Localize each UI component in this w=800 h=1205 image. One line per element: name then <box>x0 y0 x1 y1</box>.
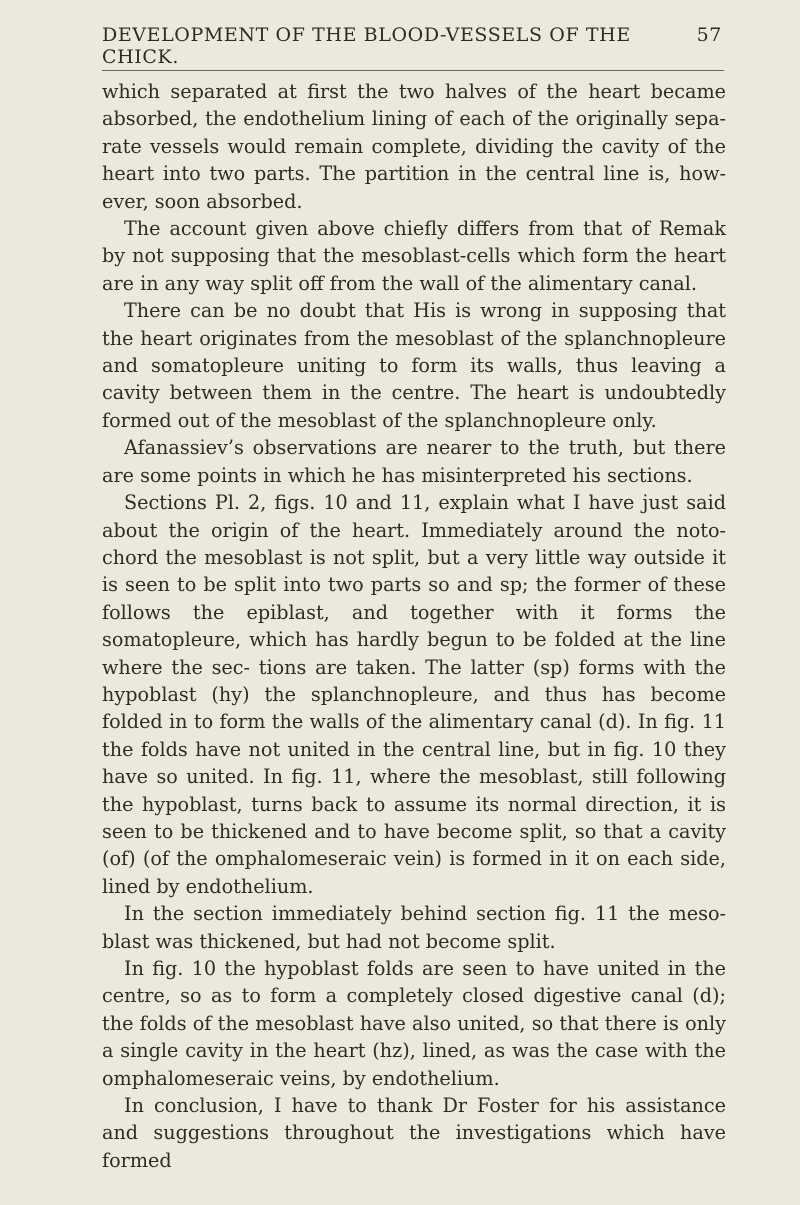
running-title: DEVELOPMENT OF THE BLOOD-VESSELS OF THE CHICK. <box>102 24 631 68</box>
paragraph: In conclusion, I have to thank Dr Foster for his assistance and suggestions throughout the investigations which have formed <box>102 1094 726 1172</box>
body-text <box>102 78 726 1174</box>
paragraph: In the section immediately behind section fig. 11 the meso- blast was thickened, but had not become split. <box>102 902 726 953</box>
paragraph: In fig. 10 the hypoblast folds are seen to have united in the centre, so as to form a completely closed digestive canal (d); the folds of the mesoblast have also united, so that there is only a single cavity in the heart (hz), lined, as was the case with the omphalomeseraic veins, by endothelium. <box>102 957 726 1090</box>
paragraph: Sections Pl. 2, figs. 10 and 11, explain what I have just said about the origin of the heart. Immediately around the noto- chord the mesoblast is not split, but a very little way outside it is seen to be split into two parts so and sp; the former of these follows the epiblast, and together with it forms the somatopleure, which has hardly begun to be folded at the line where the sec- tions are taken. The latter (sp) forms with the hypoblast (hy) the splanchnopleure, and thus has become folded in to form the walls of the alimentary canal (d). In fig. 11 the folds have not united in the central line, but in fig. 10 they have so united. In fig. 11, where the mesoblast, still following the hypoblast, turns back to assume its normal direction, it is seen to be thickened and to have become split, so that a cavity (of) (of the omphalomeseraic vein) is formed in it on each side, lined by endothelium. <box>102 491 726 898</box>
paragraph: which separated at first the two halves of the heart became absorbed, the endothelium lining of each of the originally sepa- rate vessels would remain complete, dividing the cavity of the heart into two parts. The partition in the central line is, how- ever, soon absorbed. <box>102 80 726 213</box>
header-rule <box>102 70 724 71</box>
paragraph: There can be no doubt that His is wrong in supposing that the heart originates from the mesoblast of the splanchnopleure and somatopleure uniting to form its walls, thus leaving a cavity between them in the centre. The heart is undoubtedly formed out of the mesoblast of the splanchnopleure only. <box>102 299 726 432</box>
page-number: 57 <box>696 24 722 46</box>
running-header <box>102 24 722 68</box>
paragraph: The account given above chiefly differs from that of Remak by not supposing that the mesoblast-cells which form the heart are in any way split off from the wall of the alimentary canal. <box>102 217 726 295</box>
paragraph: Afanassiev’s observations are nearer to the truth, but there are some points in which he has misinterpreted his sections. <box>102 436 726 487</box>
